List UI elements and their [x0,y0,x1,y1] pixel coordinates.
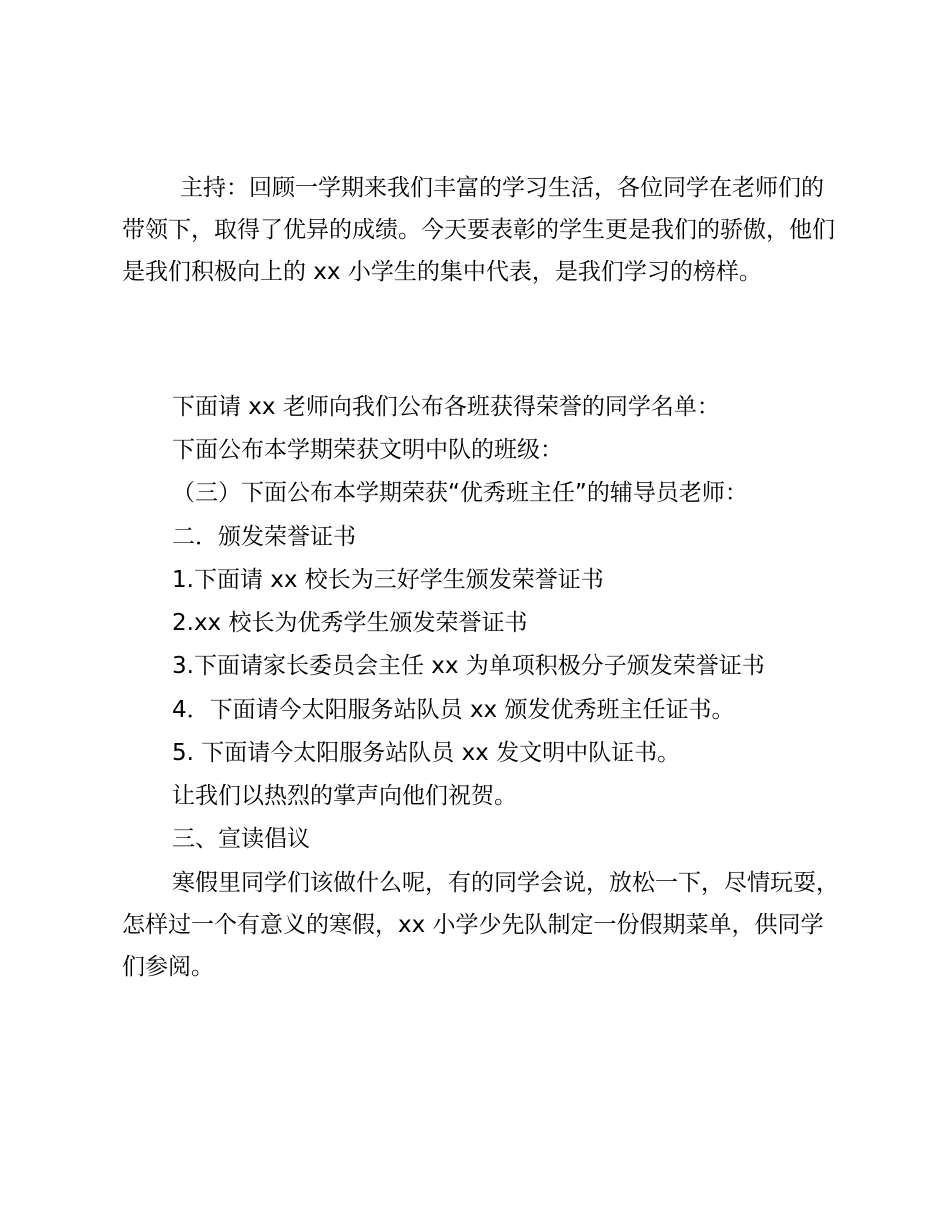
list-item: （三）下面公布本学期荣获“优秀班主任”的辅导员老师： [172,480,748,506]
list-item: 2.xx 校长为优秀学生颁发荣誉证书 [172,610,528,636]
list-item: 5. 下面请今太阳服务站队员 xx 发文明中队证书。 [172,740,681,766]
list-item: 下面公布本学期荣获文明中队的班级： [172,437,563,463]
list-item: 下面请 xx 老师向我们公布各班获得荣誉的同学名单： [172,394,720,420]
section-heading: 三、宣读倡议 [172,826,310,852]
list-item: 让我们以热烈的掌声向他们祝贺。 [172,783,517,809]
closing-paragraph: 寒假里同学们该做什么呢，有的同学会说，放松一下，尽情玩耍，怎样过一个有意义的寒假，xx 小学少先队制定一份假期菜单，供同学们参阅。 [122,870,839,980]
section-heading: 二．颁发荣誉证书 [172,524,356,550]
list-item: 3.下面请家长委员会主任 xx 为单项积极分子颁发荣誉证书 [172,653,765,679]
list-item: 4．下面请今太阳服务站队员 xx 颁发优秀班主任证书。 [172,697,735,723]
list-item: 1.下面请 xx 校长为三好学生颁发荣誉证书 [172,567,604,593]
intro-paragraph: 主持：回顾一学期来我们丰富的学习生活，各位同学在老师们的带领下，取得了优异的成绩。今天要表彰的学生更是我们的骄傲，他们是我们积极向上的 xx 小学生的集中代表，是我们学习的榜样。 [122,175,835,285]
